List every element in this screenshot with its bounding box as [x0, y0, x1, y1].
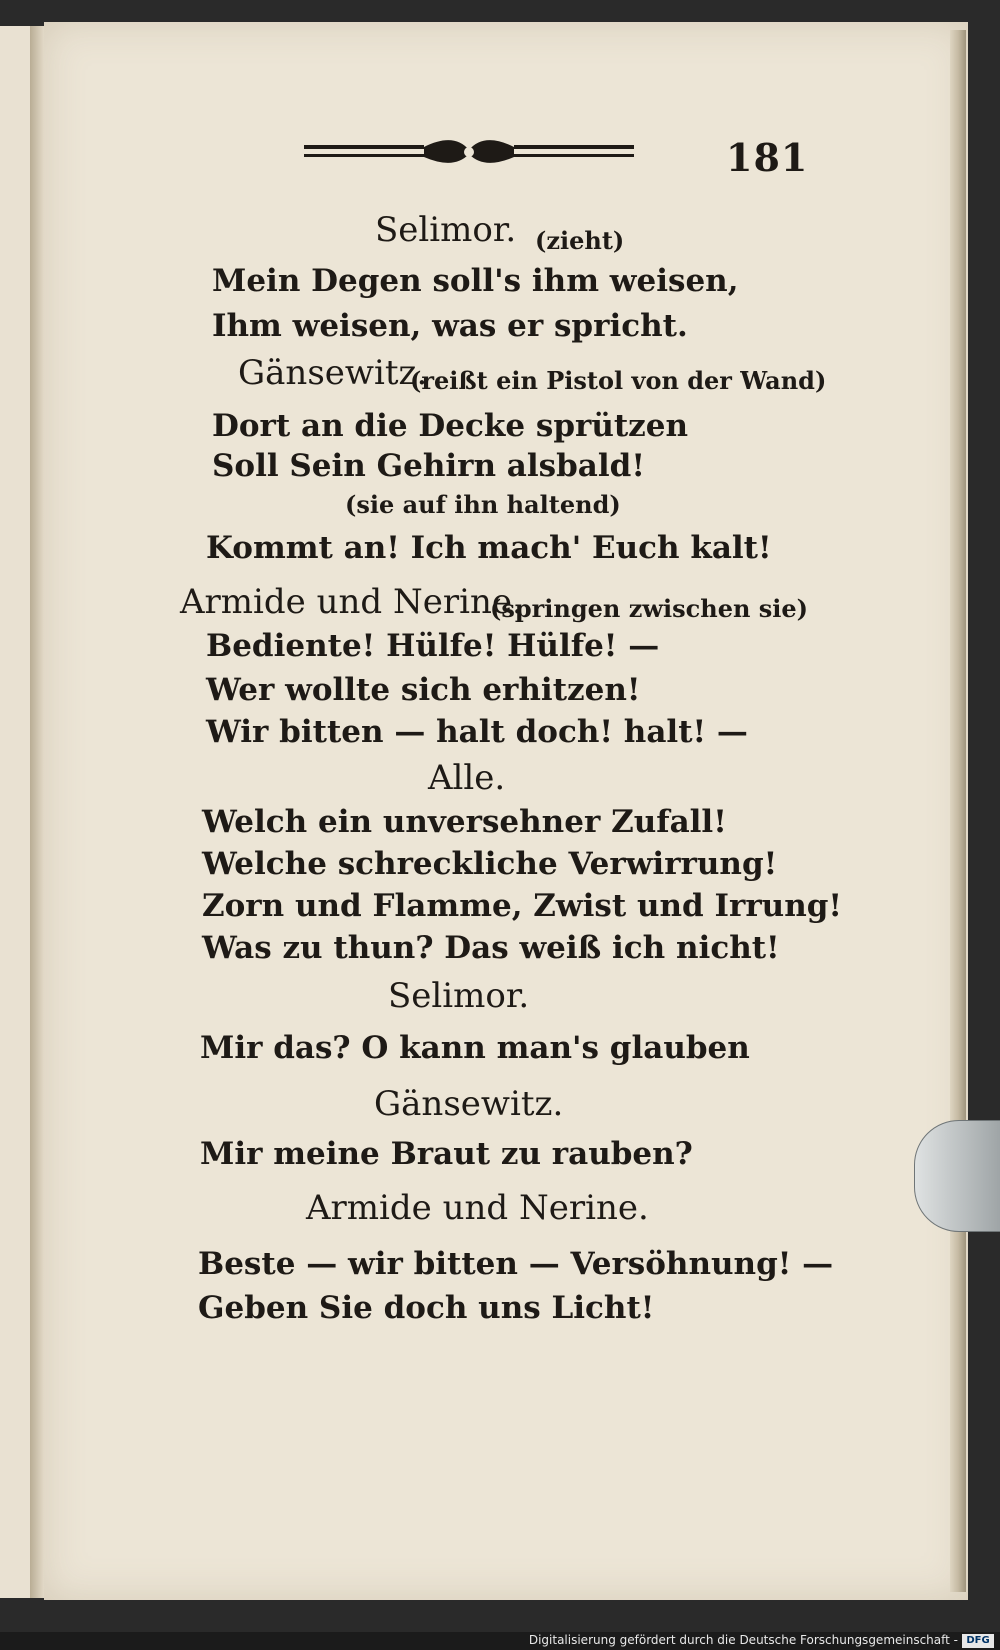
verse-line: Was zu thun? Das weiß ich nicht! — [202, 930, 780, 966]
stage-direction: (reißt ein Pistol von der Wand) — [410, 366, 827, 395]
page-number: 181 — [726, 135, 809, 180]
verse-line: Zorn und Flamme, Zwist und Irrung! — [202, 888, 843, 924]
speaker-armide-nerine: Armide und Nerine. — [180, 582, 523, 622]
verse-line: Dort an die Decke sprützen — [212, 408, 689, 444]
header-ornament — [304, 132, 634, 172]
verse-line: Kommt an! Ich mach' Euch kalt! — [206, 530, 772, 566]
verse-line: Ihm weisen, was er spricht. — [212, 308, 688, 344]
book-gutter — [30, 26, 44, 1598]
verse-line: Wer wollte sich erhitzen! — [206, 672, 641, 708]
left-page-edge — [0, 26, 31, 1598]
page-edge — [950, 30, 966, 1592]
verse-line: Mir meine Braut zu rauben? — [200, 1136, 693, 1172]
verse-line: Bediente! Hülfe! Hülfe! — — [206, 628, 660, 664]
verse-line: Wir bitten — halt doch! halt! — — [206, 714, 748, 750]
speaker-armide-nerine: Armide und Nerine. — [306, 1188, 649, 1228]
verse-line: Mein Degen soll's ihm weisen, — [212, 263, 739, 299]
stage-direction: (springen zwischen sie) — [490, 594, 809, 623]
speaker-gaensewitz: Gänsewitz. — [238, 353, 428, 393]
speaker-selimor: Selimor. — [375, 210, 517, 250]
speaker-alle: Alle. — [428, 758, 506, 798]
speaker-selimor: Selimor. — [388, 976, 530, 1016]
verse-line: Mir das? O kann man's glauben — [200, 1030, 750, 1066]
verse-line: Geben Sie doch uns Licht! — [198, 1290, 655, 1326]
dfg-logo: DFG — [962, 1634, 994, 1648]
stage-direction: (sie auf ihn haltend) — [345, 490, 621, 519]
verse-line: Beste — wir bitten — Versöhnung! — — [198, 1246, 834, 1282]
page-turn-handle[interactable] — [914, 1120, 1000, 1232]
funding-credit: Digitalisierung gefördert durch die Deutsche Forschungsgemeinschaft - — [528, 1633, 958, 1647]
verse-line: Soll Sein Gehirn alsbald! — [212, 448, 645, 484]
stage-direction: (zieht) — [535, 226, 625, 255]
speaker-gaensewitz: Gänsewitz. — [374, 1084, 564, 1124]
verse-line: Welch ein unversehner Zufall! — [202, 804, 727, 840]
verse-line: Welche schreckliche Verwirrung! — [202, 846, 778, 882]
